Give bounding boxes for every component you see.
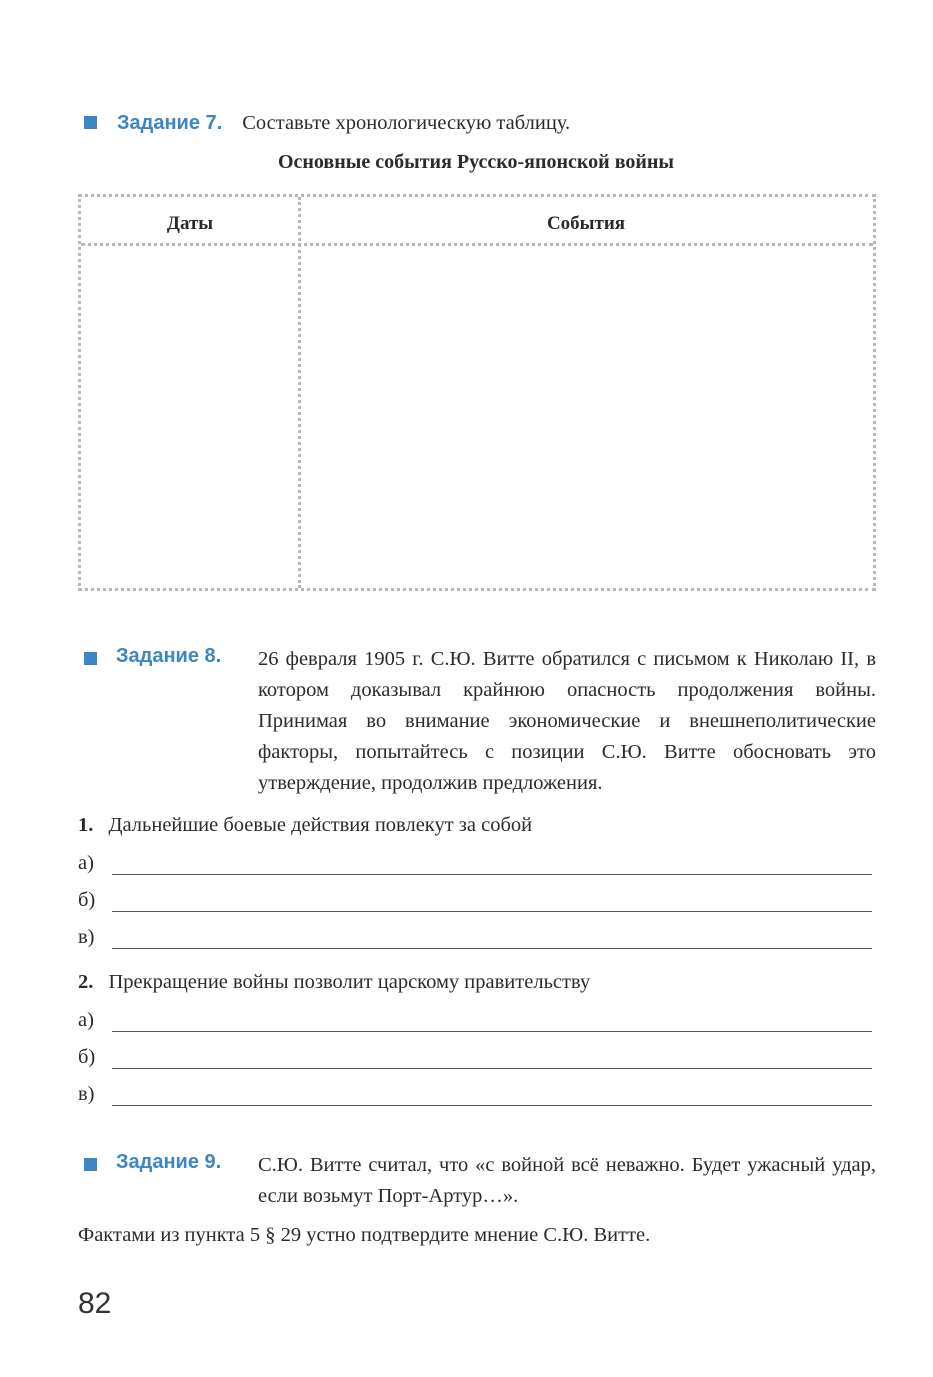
answer-line[interactable] <box>112 928 872 949</box>
task7-header <box>84 108 570 139</box>
answer-letter: б) <box>78 889 96 911</box>
answer-1b[interactable] <box>78 889 872 912</box>
question-1-number: 1. <box>78 814 94 836</box>
question-2-text: Прекращение войны позволит царскому правительству <box>108 971 591 993</box>
column-header-events: События <box>546 213 626 234</box>
task9-label: Задание 9. <box>116 1151 222 1173</box>
answer-1a[interactable] <box>78 852 872 875</box>
answer-line[interactable] <box>112 891 872 912</box>
task7-label: Задание 7. <box>117 112 223 134</box>
answer-letter: а) <box>78 852 94 874</box>
task8-label: Задание 8. <box>116 645 222 667</box>
events-cell[interactable] <box>302 247 873 588</box>
question-1 <box>78 814 532 837</box>
question-1-text: Дальнейшие боевые действия повлекут за собой <box>108 814 533 836</box>
bullet-square-icon <box>84 116 97 129</box>
answer-letter: б) <box>78 1046 96 1068</box>
answer-line[interactable] <box>112 1048 872 1069</box>
answer-2c[interactable] <box>78 1083 872 1106</box>
answer-letter: в) <box>78 1083 95 1105</box>
question-2-number: 2. <box>78 971 94 993</box>
table-header-divider <box>81 243 873 246</box>
answer-line[interactable] <box>112 1085 872 1106</box>
dates-cell[interactable] <box>81 247 297 588</box>
column-header-dates: Даты <box>166 213 214 234</box>
answer-letter: а) <box>78 1009 94 1031</box>
bullet-square-icon <box>84 652 97 665</box>
bullet-square-icon <box>84 1158 97 1171</box>
answer-2b[interactable] <box>78 1046 872 1069</box>
task8-text: 26 февраля 1905 г. С.Ю. Витте обратился с письмом к Николаю II, в котором доказывал крайнюю опасность продолжения войны. Принимая во внимание экономические и внешнеполитические факторы, попытайтесь с позиции С.Ю. Витте обосновать это утверждение, продолжив предложения. <box>258 648 876 794</box>
answer-1c[interactable] <box>78 926 872 949</box>
task7-text: Составьте хронологическую таблицу. <box>242 112 571 134</box>
task9-header <box>84 1150 876 1207</box>
chronology-table <box>78 194 876 591</box>
answer-letter: в) <box>78 926 95 948</box>
page-number: 82 <box>78 1287 112 1320</box>
table-title: Основные события Русско-японской войны <box>277 151 675 173</box>
question-2 <box>78 971 590 994</box>
task8-header <box>84 644 876 794</box>
table-column-divider <box>298 197 301 588</box>
answer-line[interactable] <box>112 854 872 875</box>
answer-2a[interactable] <box>78 1009 872 1032</box>
task9-text: С.Ю. Витте считал, что «с войной всё неважно. Будет ужасный удар, если возьмут Порт-Артур…». <box>258 1154 876 1207</box>
task9-followup: Фактами из пункта 5 § 29 устно подтвердите мнение С.Ю. Витте. <box>78 1224 651 1246</box>
answer-line[interactable] <box>112 1011 872 1032</box>
